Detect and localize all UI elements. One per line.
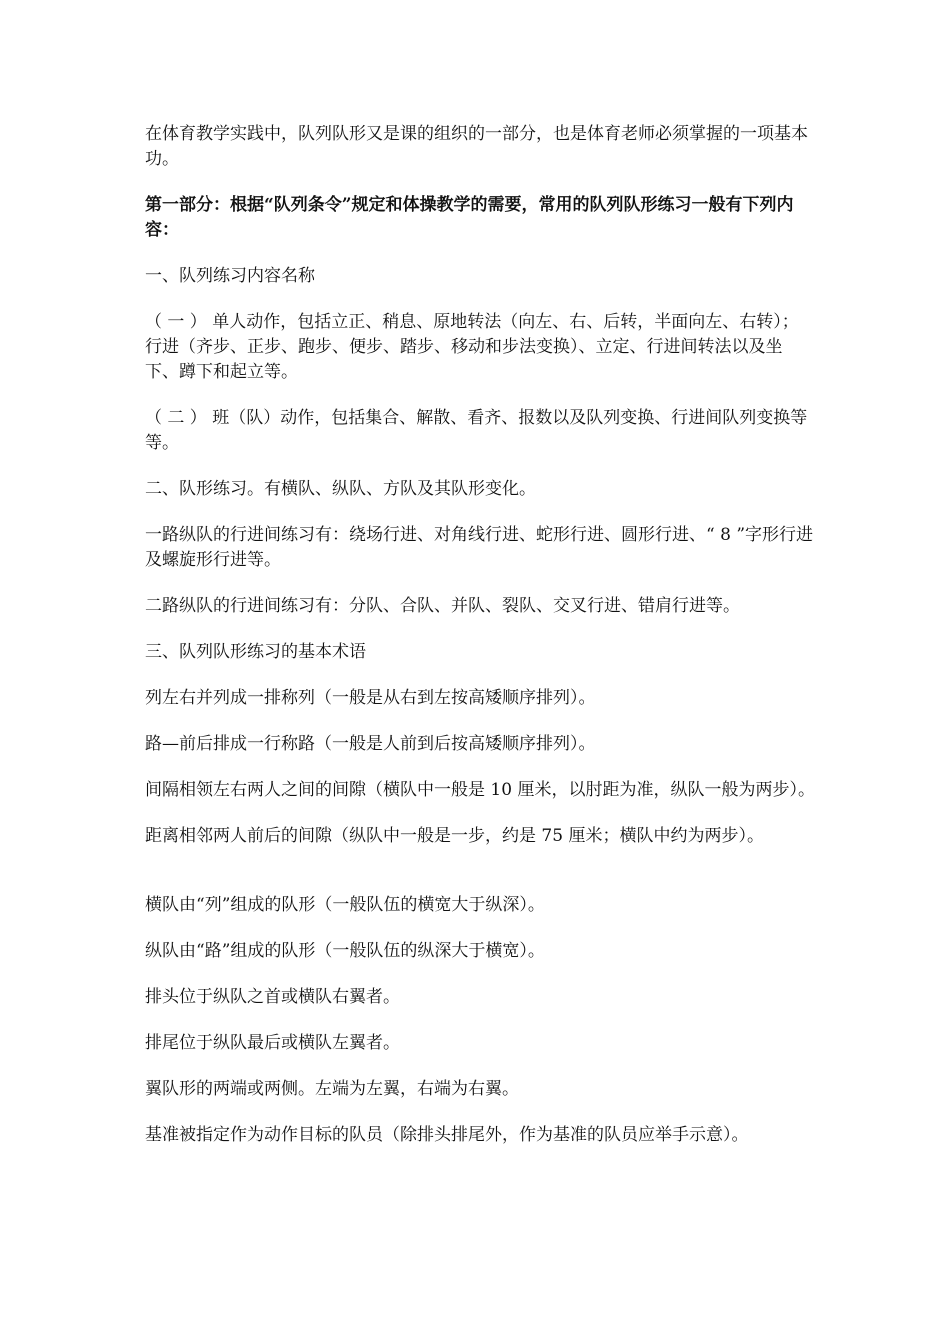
section-one-heading: 一、队列练习内容名称 (145, 266, 315, 286)
section-three-heading: 三、队列队形练习的基本术语 (145, 642, 366, 662)
single-person-actions-paragraph: （ 一 ） 单人动作，包括立正、稍息、原地转法（向左、右、后转，半面向左、右转）；行进（齐步、正步、跑步、便步、踏步、移动和步法变换）、立定、行进间转法以及坐下、蹲下和起立等。 (145, 312, 799, 382)
intro-paragraph: 在体育教学实践中，队列队形又是课的组织的一部分，也是体育老师必须掌握的一项基本功。 (145, 124, 808, 169)
term-rank-paragraph: 列左右并列成一排称列（一般是从右到左按高矮顺序排列）。 (145, 688, 596, 708)
term-interval-paragraph: 间隔相领左右两人之间的间隙（横队中一般是 10 厘米，以肘距为准，纵队一般为两步）。 (145, 780, 815, 800)
double-column-paragraph: 二路纵队的行进间练习有：分队、合队、并队、裂队、交叉行进、错肩行进等。 (145, 596, 740, 616)
squad-actions-paragraph: （ 二 ） 班（队）动作，包括集合、解散、看齐、报数以及队列变换、行进间队列变换等等。 (145, 408, 808, 453)
part-one-heading: 第一部分：根据“队列条令”规定和体操教学的需要，常用的队列队形练习一般有下列内容： (145, 195, 794, 240)
term-guide-paragraph: 基准被指定作为动作目标的队员（除排头排尾外，作为基准的队员应举手示意）。 (145, 1125, 749, 1145)
section-two-heading: 二、队形练习。有横队、纵队、方队及其队形变化。 (145, 479, 536, 499)
term-column-formation-paragraph: 纵队由“路”组成的队形（一般队伍的纵深大于横宽）。 (145, 941, 545, 961)
single-column-paragraph: 一路纵队的行进间练习有：绕场行进、对角线行进、蛇形行进、圆形行进、“ 8 ”字形行进及螺旋形行进等。 (145, 525, 814, 570)
term-distance-paragraph: 距离相邻两人前后的间隙（纵队中一般是一步，约是 75 厘米；横队中约为两步）。 (145, 826, 764, 846)
document-page (145, 122, 815, 1169)
term-wing-paragraph: 翼队形的两端或两侧。左端为左翼，右端为右翼。 (145, 1079, 519, 1099)
term-line-formation-paragraph: 横队由“列”组成的队形（一般队伍的横宽大于纵深）。 (145, 895, 545, 915)
term-head-paragraph: 排头位于纵队之首或横队右翼者。 (145, 987, 400, 1007)
term-file-paragraph: 路—前后排成一行称路（一般是人前到后按高矮顺序排列）。 (145, 734, 596, 754)
term-tail-paragraph: 排尾位于纵队最后或横队左翼者。 (145, 1033, 400, 1053)
